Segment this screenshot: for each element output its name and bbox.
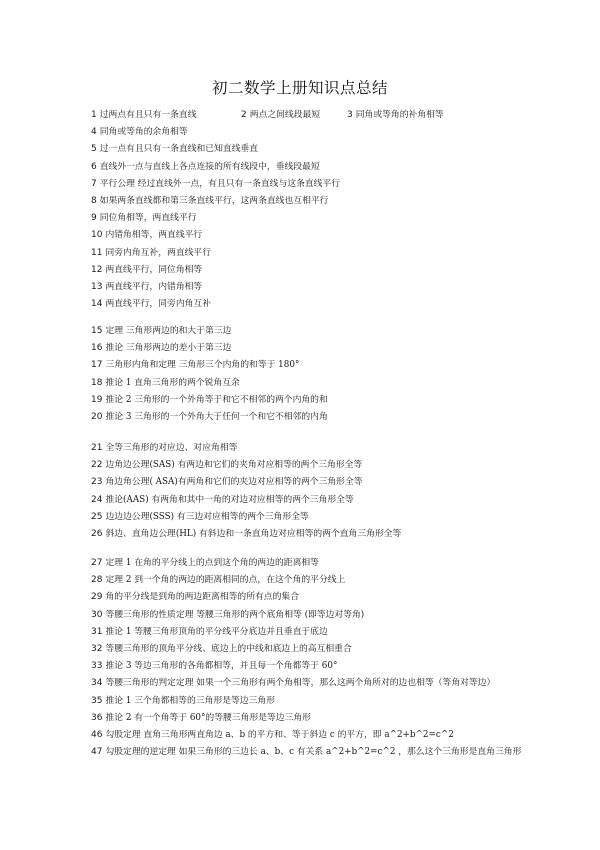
list-item: 47 勾股定理的逆定理 如果三角形的三边长 a、b、c 有关系 a^2+b^2=c^2 ，那么这个三角形是直角三角形	[91, 747, 522, 758]
list-item: 30 等腰三角形的性质定理 等腰三角形的两个底角相等 (即等边对等角)	[91, 609, 365, 620]
theorem-list-block-3	[91, 440, 591, 543]
list-item: 16 推论 三角形两边的差小于第三边	[91, 343, 232, 354]
list-item: 46 勾股定理 直角三角形两直角边 a、b 的平方和、等于斜边 c 的平方，即 a^2+b^2=c^2	[91, 729, 454, 740]
list-item: 29 角的平分线是到角的两边距离相等的所有点的集合	[91, 592, 299, 603]
list-item: 15 定理 三角形两边的和大于第三边	[91, 326, 232, 336]
list-item: 5 过一点有且只有一条直线和已知直线垂直	[91, 144, 259, 155]
list-item: 10 内错角相等，两直线平行	[91, 230, 203, 241]
list-item: 9 同位角相等，两直线平行	[91, 213, 197, 224]
list-item: 1 过两点有且只有一条直线	[91, 110, 197, 120]
list-item: 6 直线外一点与直线上各点连接的所有线段中，垂线段最短	[91, 161, 320, 172]
list-item: 21 全等三角形的对应边、对应角相等	[91, 443, 238, 453]
list-item-row-1	[91, 107, 591, 124]
list-item: 32 等腰三角形的顶角平分线、底边上的中线和底边上的高互相重合	[91, 643, 352, 654]
page-title: 初二数学上册知识点总结	[211, 79, 388, 97]
list-item: 3 同角或等角的补角相等	[347, 110, 444, 120]
list-item: 20 推论 3 三角形的一个外角大于任何一个和它不相邻的内角	[91, 411, 328, 422]
list-item: 26 斜边、直角边公理(HL) 有斜边和一条直角边对应相等的两个直角三角形全等	[91, 528, 402, 539]
list-item: 34 等腰三角形的判定定理 如果一个三角形有两个角相等，那么这两个角所对的边也相等（等角对等边）	[91, 678, 496, 689]
list-item: 12 两直线平行，同位角相等	[91, 264, 203, 275]
list-item: 14 两直线平行，同旁内角互补	[91, 299, 212, 310]
list-item: 25 边边边公理(SSS) 有三边对应相等的两个三角形全等	[91, 511, 309, 522]
list-item: 18 推论 1 直角三角形的两个锐角互余	[91, 377, 240, 388]
theorem-list-block-4	[91, 555, 591, 761]
list-item: 19 推论 2 三角形的一个外角等于和它不相邻的两个内角的和	[91, 394, 328, 405]
list-item: 11 同旁内角互补，两直线平行	[91, 247, 212, 258]
list-item: 22 边角边公理(SAS) 有两边和它们的夹角对应相等的两个三角形全等	[91, 460, 363, 471]
list-item: 33 推论 3 等边三角形的各角都相等，并且每一个角都等于 60°	[91, 661, 338, 672]
theorem-list-block-1	[91, 107, 591, 313]
list-item: 17 三角形内角和定理 三角形三个内角的和等于 180°	[91, 360, 300, 371]
list-item: 31 推论 1 等腰三角形顶角的平分线平分底边并且垂直于底边	[91, 626, 328, 637]
list-item: 23 角边角公理( ASA)有两角和它们的夹边对应相等的两个三角形全等	[91, 477, 363, 488]
list-item: 35 推论 1 三个角都相等的三角形是等边三角形	[91, 695, 275, 706]
list-item: 7 平行公理 经过直线外一点，有且只有一条直线与这条直线平行	[91, 178, 341, 189]
list-item: 8 如果两条直线都和第三条直线平行，这两条直线也互相平行	[91, 195, 329, 206]
list-item: 4 同角或等角的余角相等	[91, 127, 188, 138]
list-item: 24 推论(AAS) 有两角和其中一角的对边对应相等的两个三角形全等	[91, 494, 354, 505]
list-item: 36 推论 2 有一个角等于 60°的等腰三角形是等边三角形	[91, 712, 311, 723]
list-item: 2 两点之间线段最短	[241, 110, 321, 120]
list-item: 13 两直线平行，内错角相等	[91, 281, 203, 292]
theorem-list-block-2	[91, 323, 591, 426]
list-item: 27 定理 1 在角的平分线上的点到这个角的两边的距离相等	[91, 558, 319, 568]
list-item: 28 定理 2 到一个角的两边的距离相同的点，在这个角的平分线上	[91, 575, 346, 586]
